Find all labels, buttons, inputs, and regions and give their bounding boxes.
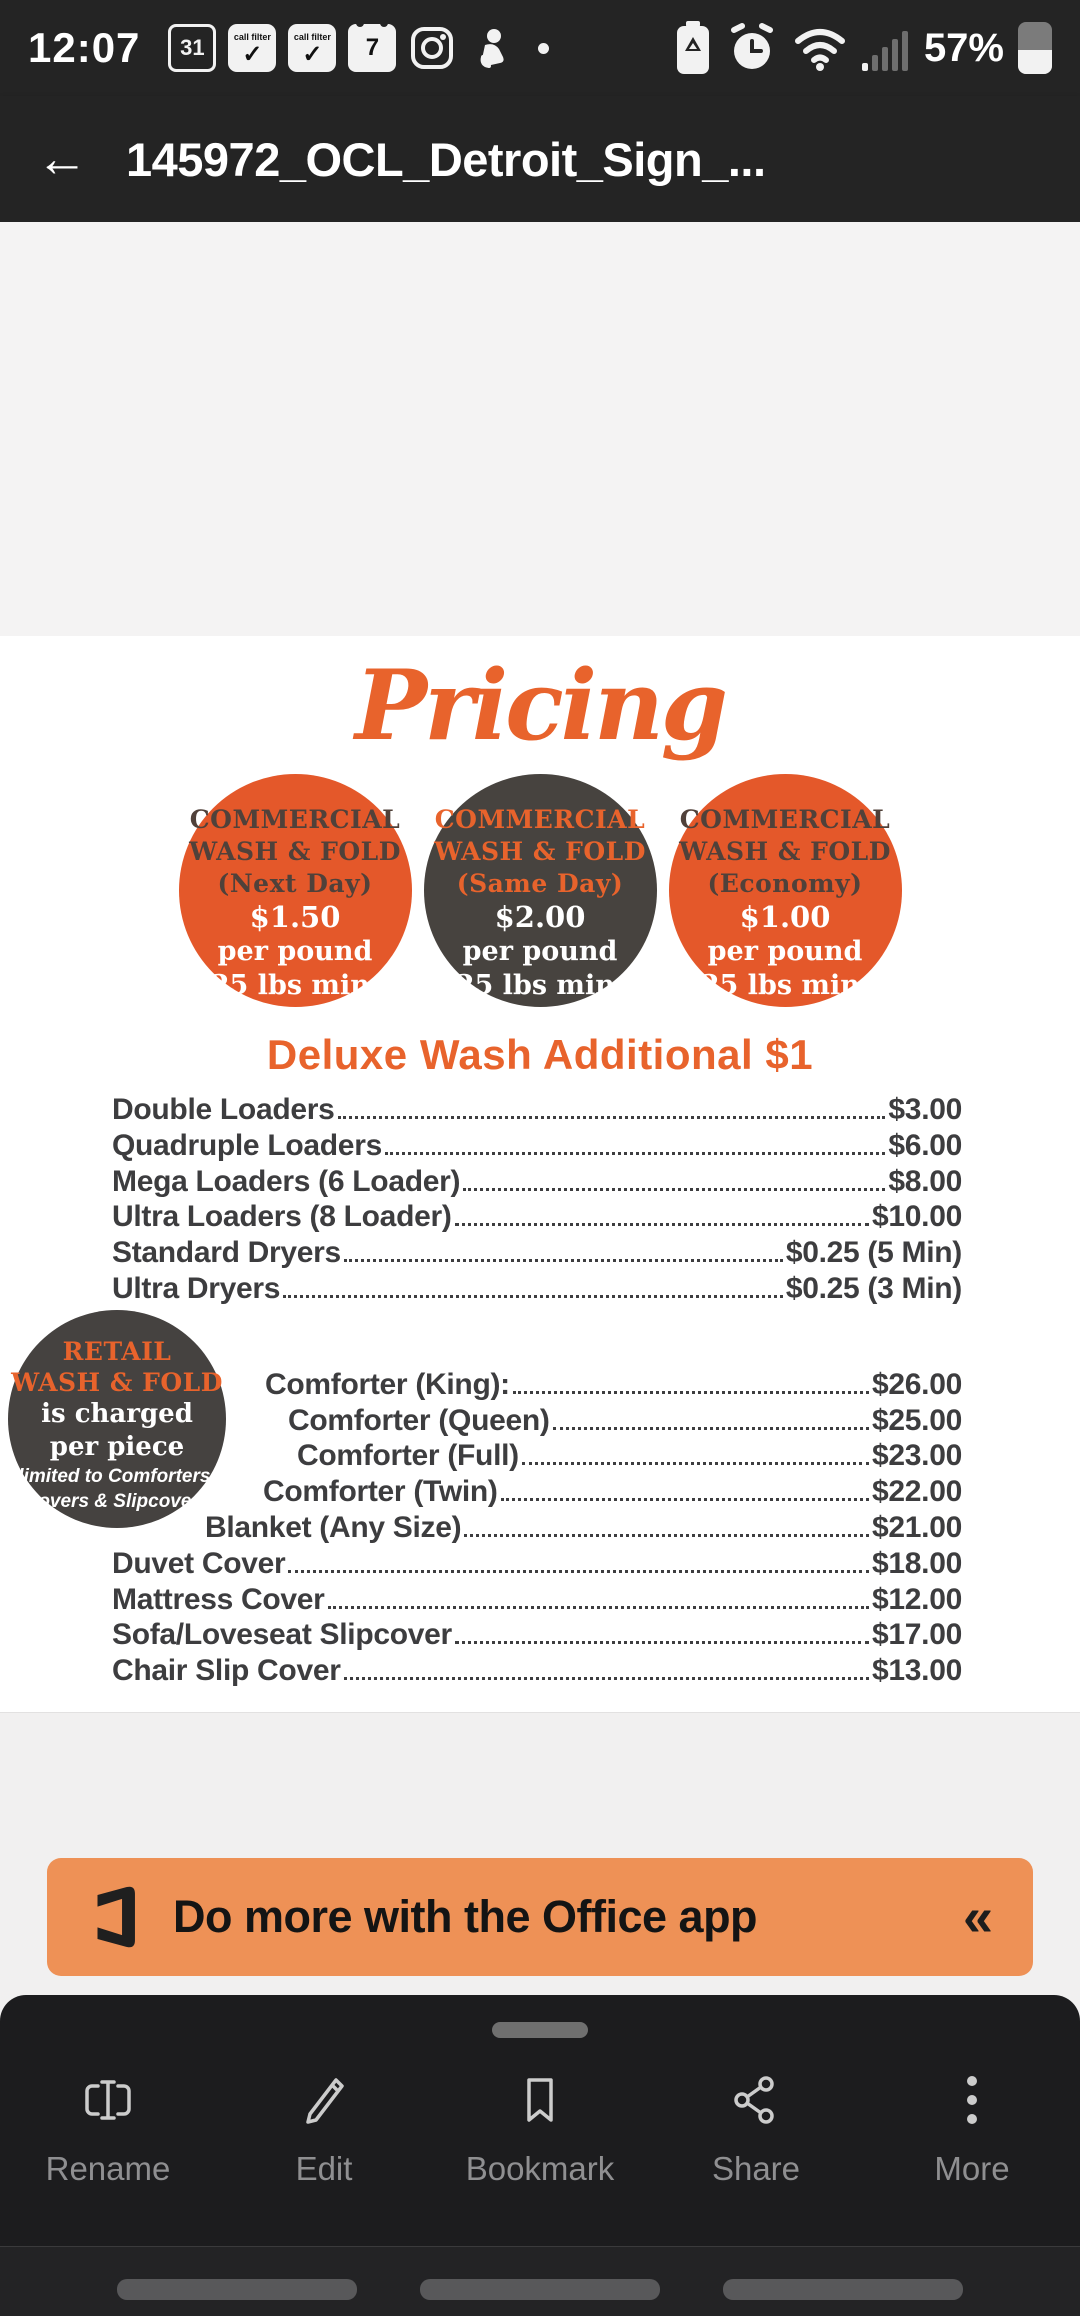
next-day-circle: COMMERCIAL WASH & FOLD (Next Day) $1.50 per pound (25 lbs min.) bbox=[179, 774, 412, 1007]
dot-leader bbox=[455, 1641, 869, 1644]
rename-button[interactable] bbox=[0, 2068, 216, 2188]
action-label: Bookmark bbox=[465, 2150, 615, 2187]
price-row: Ultra Dryers $0.25 (3 Min) bbox=[112, 1271, 962, 1305]
action-label: More bbox=[934, 2150, 1010, 2187]
price-row: Chair Slip Cover $13.00 bbox=[112, 1654, 962, 1688]
calendar-31-notification-icon: 31 bbox=[168, 24, 216, 72]
wifi-icon bbox=[792, 25, 848, 71]
machine-price-list bbox=[112, 1093, 962, 1308]
pricing-script-heading: Pricing bbox=[354, 649, 726, 762]
status-bar bbox=[0, 0, 1080, 96]
dot-leader bbox=[464, 1534, 869, 1537]
instagram-notification-icon bbox=[408, 24, 456, 72]
app-bar bbox=[0, 96, 1080, 222]
edit-button[interactable] bbox=[216, 2068, 432, 2188]
person-notification-icon bbox=[468, 24, 516, 72]
status-time: 12:07 bbox=[28, 24, 141, 71]
dot-leader bbox=[553, 1427, 869, 1430]
price-row: Comforter (King): $26.00 bbox=[265, 1367, 962, 1401]
alarm-icon bbox=[726, 22, 778, 74]
battery-saver-icon bbox=[674, 21, 712, 75]
share-button[interactable] bbox=[648, 2068, 864, 2188]
price-row: Comforter (Queen) $25.00 bbox=[288, 1403, 962, 1437]
price-row: Mattress Cover $12.00 bbox=[112, 1582, 962, 1616]
economy-circle: COMMERCIAL WASH & FOLD (Economy) $1.00 per pound (25 lbs min.) bbox=[669, 774, 902, 1007]
dot-leader bbox=[455, 1223, 869, 1226]
action-toolbar bbox=[0, 2068, 1080, 2188]
price-row: Comforter (Full) $23.00 bbox=[297, 1439, 962, 1473]
price-row: Ultra Loaders (8 Loader) $10.00 bbox=[112, 1200, 962, 1234]
retail-section bbox=[0, 1310, 1080, 1688]
drag-handle[interactable] bbox=[492, 2022, 588, 2038]
battery-icon bbox=[1018, 22, 1052, 74]
more-notifications-dot-icon bbox=[538, 43, 549, 54]
viewer-background-bottom bbox=[0, 1712, 1080, 2021]
call-filter-notification-icon: call filter ✓ bbox=[228, 24, 276, 72]
dot-leader bbox=[344, 1259, 783, 1262]
action-label: Share bbox=[711, 2150, 801, 2187]
status-indicators bbox=[674, 21, 1052, 75]
call-filter-notification-icon: call filter ✓ bbox=[288, 24, 336, 72]
dot-leader bbox=[288, 1570, 869, 1573]
office-logo-icon bbox=[87, 1886, 139, 1948]
price-row: Quadruple Loaders $6.00 bbox=[112, 1128, 962, 1162]
bookmark-icon bbox=[512, 2068, 568, 2132]
calendar-7-notification-icon: 7 bbox=[348, 24, 396, 72]
dot-leader bbox=[338, 1116, 886, 1119]
edit-pencil-icon bbox=[296, 2068, 352, 2132]
price-row: Sofa/Loveseat Slipcover $17.00 bbox=[112, 1618, 962, 1652]
dot-leader bbox=[344, 1677, 869, 1680]
document-page bbox=[0, 636, 1080, 1712]
retail-wash-fold-circle: RETAIL WASH & FOLD is charged per piece limited to Comforters, Covers & Slipcovers bbox=[8, 1310, 226, 1528]
bottom-nav-area bbox=[0, 2247, 1080, 2316]
bookmark-button[interactable] bbox=[432, 2068, 648, 2188]
price-row: Comforter (Twin) $22.00 bbox=[263, 1475, 962, 1509]
dot-leader bbox=[522, 1462, 869, 1465]
deluxe-wash-heading: Deluxe Wash Additional $1 bbox=[266, 1031, 814, 1078]
price-row: Standard Dryers $0.25 (5 Min) bbox=[112, 1236, 962, 1270]
notification-icons bbox=[168, 24, 674, 72]
rename-icon bbox=[80, 2068, 136, 2132]
back-button[interactable]: ← bbox=[36, 130, 88, 188]
nav-placeholder-bars bbox=[0, 2279, 1080, 2300]
document-viewer[interactable] bbox=[0, 222, 1080, 2021]
price-row: Blanket (Any Size) $21.00 bbox=[205, 1510, 962, 1544]
dot-leader bbox=[283, 1295, 783, 1298]
price-row: Double Loaders $3.00 bbox=[112, 1093, 962, 1126]
viewer-background-top bbox=[0, 222, 1080, 636]
action-label: Edit bbox=[295, 2150, 353, 2187]
dot-leader bbox=[328, 1606, 869, 1609]
banner-text: Do more with the Office app bbox=[173, 1891, 758, 1942]
dot-leader bbox=[513, 1391, 869, 1394]
more-options-icon bbox=[967, 2068, 977, 2132]
price-row: Mega Loaders (6 Loader) $8.00 bbox=[112, 1164, 962, 1198]
commercial-pricing-circles bbox=[0, 774, 1080, 1007]
signal-strength-icon bbox=[862, 25, 910, 71]
dot-leader bbox=[385, 1152, 885, 1155]
dot-leader bbox=[463, 1188, 885, 1191]
document-title: 145972_OCL_Detroit_Sign_... bbox=[126, 132, 766, 186]
retail-price-list bbox=[112, 1368, 962, 1690]
battery-percent: 57% bbox=[923, 25, 1004, 70]
bottom-action-sheet bbox=[0, 1995, 1080, 2316]
action-label: Rename bbox=[45, 2150, 171, 2187]
more-button[interactable] bbox=[864, 2068, 1080, 2188]
collapse-chevron-icon[interactable]: « bbox=[962, 1887, 993, 1947]
same-day-circle: COMMERCIAL WASH & FOLD (Same Day) $2.00 per pound (25 lbs min.) bbox=[424, 774, 657, 1007]
price-row: Duvet Cover $18.00 bbox=[112, 1546, 962, 1580]
dot-leader bbox=[501, 1498, 869, 1501]
nav-bar bbox=[117, 2279, 357, 2300]
office-app-banner[interactable] bbox=[47, 1858, 1033, 1976]
nav-bar bbox=[420, 2279, 660, 2300]
nav-bar bbox=[723, 2279, 963, 2300]
share-icon bbox=[728, 2068, 784, 2132]
